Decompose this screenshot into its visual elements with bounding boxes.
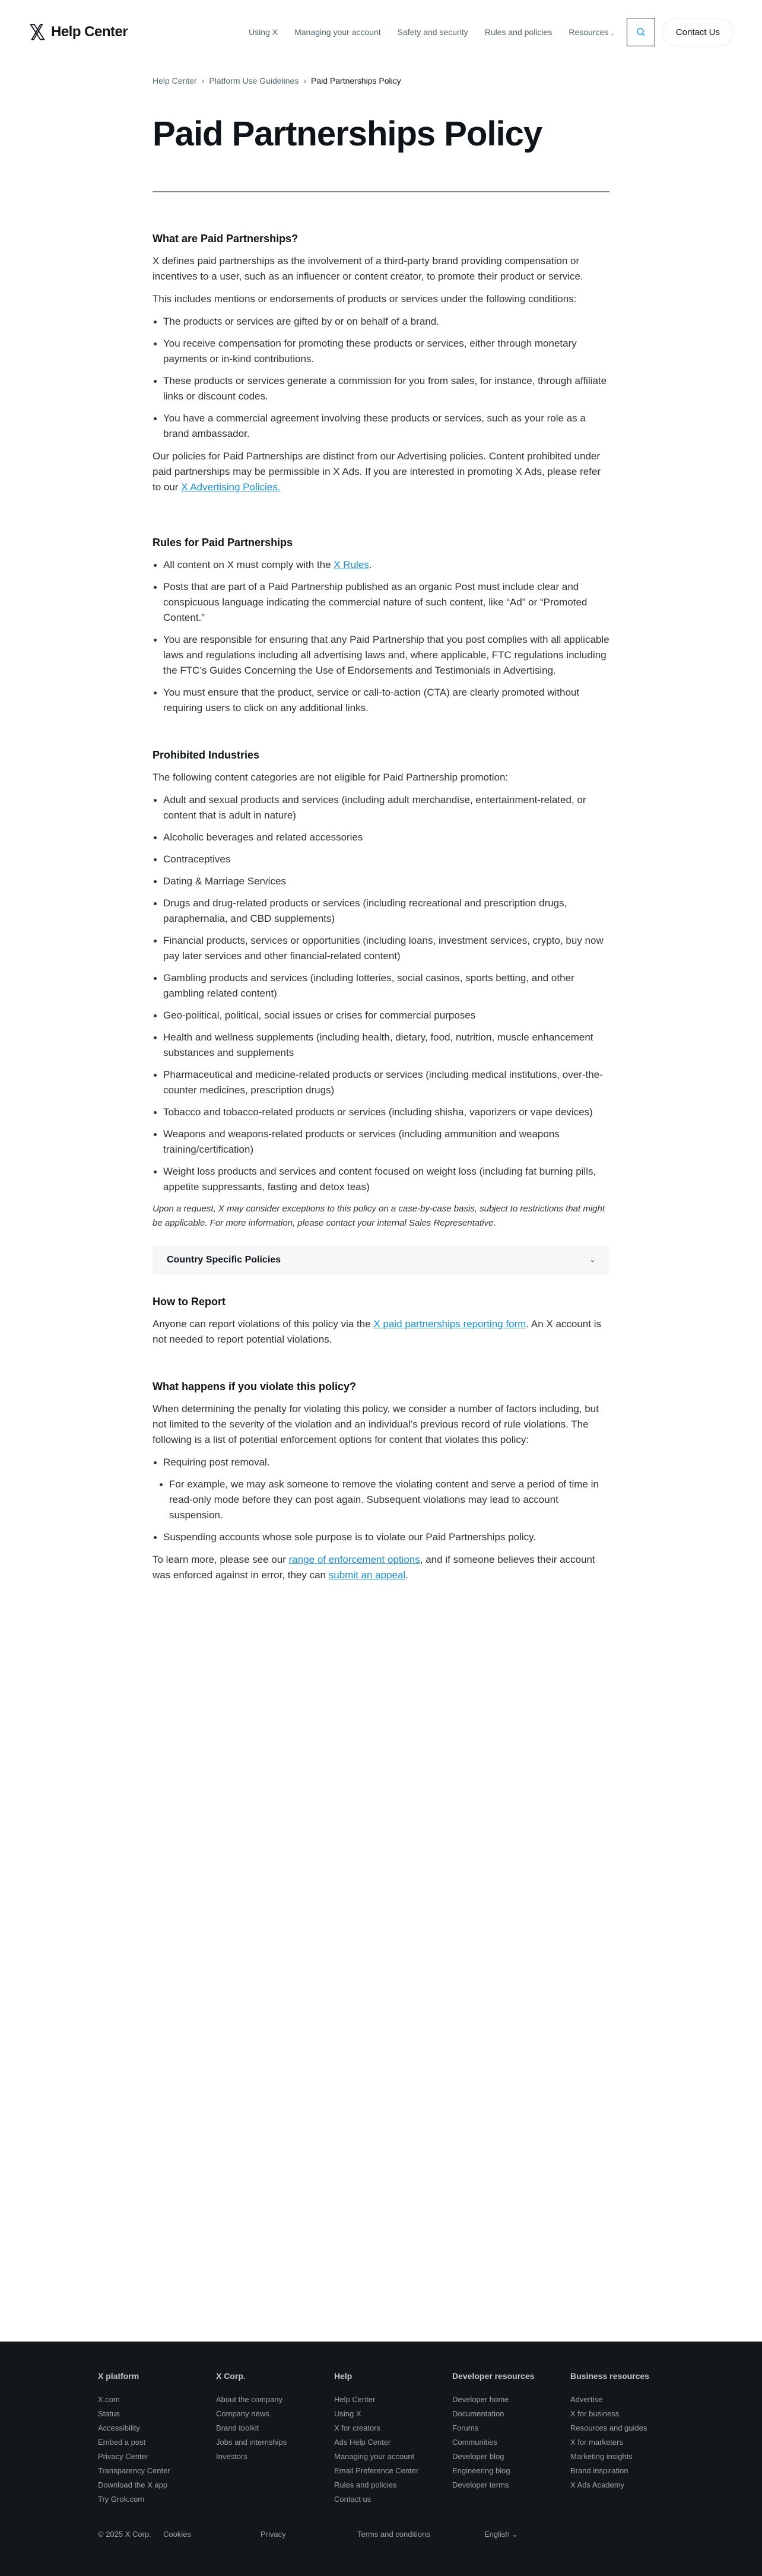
list-item: Contraceptives — [153, 852, 609, 867]
page-title: Paid Partnerships Policy — [153, 115, 542, 153]
enforcement-options-link[interactable]: range of enforcement options — [288, 1553, 420, 1565]
text: . — [405, 1569, 408, 1581]
article — [153, 64, 609, 2342]
section-what-are — [153, 233, 609, 495]
footer-link[interactable]: X Ads Academy — [570, 2480, 625, 2489]
paragraph: The following content categories are not eligible for Paid Partnership promotion: — [153, 771, 509, 783]
section-prohibited — [153, 749, 609, 1274]
list-item-nested: For example, we may ask someone to remove the violating content and serve a period of time in read-only mode before they can post again. Subsequent violations may lead to account suspension. — [158, 1477, 609, 1523]
footer-link[interactable]: Developer home — [452, 2395, 509, 2404]
list-item: Gambling products and services (including lotteries, social casinos, sports betting, and other gambling related content) — [153, 970, 609, 1001]
section-heading: Rules for Paid Partnerships — [153, 536, 293, 548]
breadcrumb — [153, 64, 609, 85]
nav-safety-security[interactable]: Safety and security — [397, 27, 468, 37]
list-item: Tobacco and tobacco-related products or services (including shisha, vaporizers or vape devices) — [153, 1105, 609, 1120]
footer-link[interactable]: Email Preference Center — [334, 2466, 419, 2475]
footer-column-title: Developer resources — [452, 2371, 535, 2381]
section-rules — [153, 537, 609, 716]
section-how-to-report — [153, 1296, 609, 1347]
nav-resources-label: Resources — [569, 27, 609, 37]
footer-link[interactable]: Try Grok.com — [98, 2495, 145, 2504]
list-item: Drugs and drug-related products or services (including recreational and prescription drugs, paraphernalia, and CBD supplements) — [153, 896, 609, 927]
list-item: The products or services are gifted by or on behalf of a brand. — [153, 314, 609, 329]
footer-link[interactable]: Resources and guides — [570, 2423, 647, 2432]
contact-us-button[interactable]: Contact Us — [662, 18, 734, 46]
footer-column-title: Help — [334, 2371, 353, 2381]
list-item: Dating & Marriage Services — [153, 874, 609, 889]
list-item: Health and wellness supplements (including health, dietary, food, nutrition, muscle enhancement substances and supplements — [153, 1030, 609, 1061]
section-heading: What happens if you violate this policy? — [153, 1380, 357, 1392]
chevron-right-icon: › — [201, 76, 205, 85]
list-item: Geo-political, political, social issues or crises for commercial purposes — [153, 1008, 609, 1023]
advertising-policies-link[interactable]: X Advertising Policies. — [181, 481, 281, 493]
enforcement-list — [153, 1455, 609, 1545]
footer-link[interactable]: Embed a post — [98, 2438, 146, 2447]
footer-link[interactable]: Jobs and internships — [216, 2438, 287, 2447]
list-item: Suspending accounts whose sole purpose is to violate our Paid Partnerships policy. — [153, 1530, 609, 1545]
reporting-form-link[interactable]: X paid partnerships reporting form — [373, 1318, 526, 1330]
list-item: Pharmaceutical and medicine-related products or services (including medical institutions, over-the-counter medicines, prescription drugs) — [153, 1067, 609, 1098]
cookies-link[interactable]: Cookies — [163, 2530, 191, 2539]
chevron-down-icon: ⌄ — [589, 1257, 595, 1264]
section-violations — [153, 1381, 609, 1583]
footer-column-title: X platform — [98, 2371, 139, 2381]
section-heading: What are Paid Partnerships? — [153, 232, 299, 245]
nav-rules-policies[interactable]: Rules and policies — [484, 27, 553, 37]
footer-link[interactable]: Engineering blog — [452, 2466, 510, 2475]
site-header — [0, 0, 762, 64]
text: To learn more, please see our — [153, 1553, 289, 1565]
text: Our policies for Paid Partnerships are distinct from our Advertising policies. Content prohibited under paid partnerships may be permissible in X Ads. If you are interested in promoting X Ads, please refer to our — [153, 450, 601, 493]
x-rules-link[interactable]: X Rules — [334, 559, 369, 570]
section-heading: How to Report — [153, 1295, 226, 1308]
text: . — [369, 559, 372, 570]
footer-link[interactable]: Rules and policies — [334, 2480, 397, 2489]
main-nav — [249, 18, 734, 46]
footer-link[interactable]: Transparency Center — [98, 2466, 170, 2475]
nav-resources[interactable] — [569, 27, 614, 37]
footer-bottom — [98, 2530, 518, 2539]
list-item: Weight loss products and services and content focused on weight loss (including fat burning pills, appetite suppressants, fasting and detox teas) — [153, 1164, 609, 1195]
paragraph — [153, 449, 609, 495]
footer-columns — [98, 2371, 762, 2507]
brand-label: Help Center — [51, 24, 128, 40]
country-specific-accordion[interactable] — [153, 1246, 609, 1274]
paragraph: When determining the penalty for violating this policy, we consider a number of factors including, but not limited to the severity of the violation and an individual’s previous record of rule violations. The following is a list of potential enforcement options for content that violates this policy: — [153, 1403, 599, 1445]
footer-link[interactable]: About the company — [216, 2395, 283, 2404]
footer-link[interactable]: X for marketers — [570, 2438, 623, 2447]
footer-link[interactable]: Help Center — [334, 2395, 376, 2404]
footer-link[interactable]: Ads Help Center — [334, 2438, 391, 2447]
text: Anyone can report violations of this policy via the — [153, 1318, 374, 1330]
exceptions-note: Upon a request, X may consider exceptions to this policy on a case-by-case basis, subject to restrictions that might be applicable. For more information, please contact your internal Sales Representative. — [153, 1203, 605, 1228]
footer-link[interactable]: Documentation — [452, 2409, 504, 2418]
footer-column — [334, 2371, 452, 2507]
footer-link[interactable]: Privacy Center — [98, 2452, 149, 2461]
breadcrumb-current: Paid Partnerships Policy — [311, 76, 401, 85]
accordion-label: Country Specific Policies — [167, 1254, 281, 1265]
site-footer — [0, 2342, 762, 2576]
chevron-down-icon: ⌄ — [610, 30, 615, 36]
footer-link[interactable]: Using X — [334, 2409, 361, 2418]
paragraph — [153, 1552, 609, 1583]
copyright: © 2025 X Corp. — [98, 2530, 151, 2539]
list-item: Alcoholic beverages and related accessories — [153, 830, 609, 845]
footer-link[interactable]: Contact us — [334, 2495, 372, 2504]
rules-list — [153, 557, 609, 716]
footer-link[interactable]: Communities — [452, 2438, 497, 2447]
footer-link[interactable]: Developer blog — [452, 2452, 504, 2461]
list-item: Requiring post removal. — [153, 1455, 609, 1470]
submit-appeal-link[interactable]: submit an appeal — [328, 1569, 406, 1581]
text: . An X account is not needed to report potential violations. — [153, 1318, 601, 1345]
section-heading: Prohibited Industries — [153, 748, 260, 761]
divider — [153, 191, 609, 192]
footer-link[interactable]: X for creators — [334, 2423, 381, 2432]
breadcrumb-platform-guidelines[interactable]: Platform Use Guidelines — [209, 76, 299, 85]
search-icon — [636, 27, 646, 37]
terms-link[interactable]: Terms and conditions — [357, 2530, 430, 2539]
list-item: Financial products, services or opportunities (including loans, investment services, crypto, buy now pay later services and other financial-related content) — [153, 933, 609, 964]
list-item: Weapons and weapons-related products or services (including ammunition and weapons training/certification) — [153, 1127, 609, 1157]
search-button[interactable] — [627, 18, 655, 46]
footer-link[interactable]: Developer terms — [452, 2480, 509, 2489]
footer-link[interactable]: Brand inspiration — [570, 2466, 628, 2475]
privacy-link[interactable]: Privacy — [261, 2530, 286, 2539]
list-item: These products or services generate a commission for you from sales, for instance, through affiliate links or discount codes. — [153, 373, 609, 404]
footer-link[interactable]: Marketing insights — [570, 2452, 633, 2461]
footer-link[interactable]: Investors — [216, 2452, 247, 2461]
chevron-right-icon: › — [303, 76, 306, 85]
chevron-down-icon: ⌄ — [512, 2530, 519, 2539]
list-item: You receive compensation for promoting these products or services, either through monetary payments or in-kind contributions. — [153, 336, 609, 367]
paragraph: X defines paid partnerships as the involvement of a third-party brand providing compensation or incentives to a user, such as an influencer or content creator, to promote their product or service. — [153, 255, 583, 282]
text: All content on X must comply with the — [163, 559, 334, 570]
prohibited-list — [153, 792, 609, 1195]
paragraph: This includes mentions or endorsements of products or services under the following conditions: — [153, 293, 577, 304]
x-logo-icon — [28, 23, 46, 41]
footer-link[interactable]: X.com — [98, 2395, 120, 2404]
list-item: You are responsible for ensuring that any Paid Partnership that you post complies with all applicable laws and regulations including all advertising laws and, where applicable, FTC regulations including the FTC’s Guides Concerning the Use of Endorsements and Testimonials in Advertising. — [153, 632, 609, 678]
footer-column — [216, 2371, 334, 2507]
footer-column — [98, 2371, 216, 2507]
footer-link[interactable]: Forums — [452, 2423, 479, 2432]
help-center-logo[interactable] — [28, 23, 128, 41]
footer-link[interactable]: Advertise — [570, 2395, 603, 2404]
footer-column — [452, 2371, 570, 2507]
list-item: You have a commercial agreement involving these products or services, such as your role as a brand ambassador. — [153, 411, 609, 442]
footer-link[interactable]: Managing your account — [334, 2452, 415, 2461]
list-item: Adult and sexual products and services (including adult merchandise, entertainment-related, or content that is adult in nature) — [153, 792, 609, 823]
conditions-list — [153, 314, 609, 442]
nav-using-x[interactable]: Using X — [249, 27, 278, 37]
footer-link[interactable]: Status — [98, 2409, 120, 2418]
nav-managing-account[interactable]: Managing your account — [294, 27, 381, 37]
language-selector[interactable] — [484, 2530, 518, 2539]
breadcrumb-help-center[interactable]: Help Center — [153, 76, 197, 85]
language-label: English — [484, 2530, 510, 2539]
text: , and if someone believes their account was enforced against in error, they can — [153, 1553, 595, 1581]
list-item: You must ensure that the product, service or call-to-action (CTA) are clearly promoted without requiring users to click on any additional links. — [153, 685, 609, 716]
footer-link[interactable]: Company news — [216, 2409, 269, 2418]
list-item — [153, 557, 609, 573]
footer-link[interactable]: Brand toolkit — [216, 2423, 259, 2432]
list-item: Posts that are part of a Paid Partnership published as an organic Post must include clear and conspicuous language indicating the commercial nature of such content, like “Ad” or “Promoted Content.” — [153, 579, 609, 626]
footer-link[interactable]: Accessibility — [98, 2423, 140, 2432]
footer-column — [570, 2371, 688, 2507]
footer-column-title: Business resources — [570, 2371, 650, 2381]
footer-column-title: X Corp. — [216, 2371, 246, 2381]
footer-link[interactable]: Download the X app — [98, 2480, 168, 2489]
footer-link[interactable]: X for business — [570, 2409, 620, 2418]
paragraph — [153, 1316, 609, 1347]
